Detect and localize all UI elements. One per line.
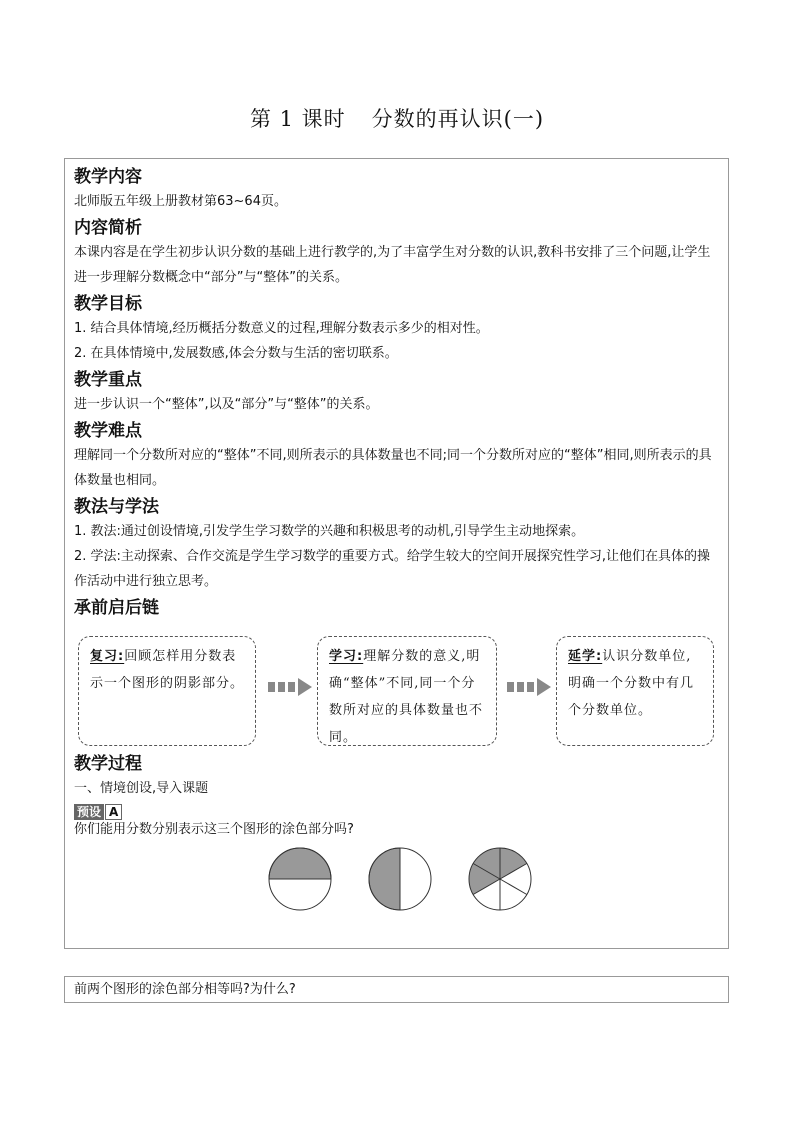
learn-box [317, 636, 497, 746]
extend-text: 认识分数单位,明确一个分数中有几个分数单位。 [568, 649, 695, 718]
badge-letter: A [105, 804, 122, 820]
summary-heading: 内容简析 [74, 218, 142, 238]
goal-item: 1. 结合具体情境,经历概括分数意义的过程,理解分数表示多少的相对性。 [74, 321, 489, 336]
learn-text: 理解分数的意义,明确“整体”不同,同一个分数所对应的具体数量也不同。 [329, 649, 484, 745]
circle-half-top-figure [265, 844, 335, 914]
extend-box [556, 636, 714, 746]
content-heading: 教学内容 [74, 167, 142, 187]
arrow-right-icon [507, 678, 553, 696]
method-item: 2. 学法:主动探索、合作交流是学生学习数学的重要方式。给学生较大的空间开展探究性学习,让他们在具体的操作活动中进行独立思考。 [74, 549, 711, 589]
circle-half-left-figure [365, 844, 435, 914]
preset-badge [74, 804, 122, 820]
fraction-figures [74, 844, 719, 914]
key-text: 进一步认识一个“整体”,以及“部分”与“整体”的关系。 [74, 397, 379, 412]
chain-heading: 承前启后链 [74, 598, 159, 618]
title-lesson: 第 1 课时 [249, 107, 346, 131]
lesson-plan-table [64, 158, 729, 949]
summary-text: 本课内容是在学生初步认识分数的基础上进行教学的,为了丰富学生对分数的认识,教科书安排了三个问题,让学生进一步理解分数概念中“部分”与“整体”的关系。 [74, 245, 711, 285]
content-text: 北师版五年级上册教材第63~64页。 [74, 194, 287, 209]
followup-question: 前两个图形的涂色部分相等吗?为什么? [74, 982, 296, 997]
title-topic: 分数的再认识(一) [371, 107, 545, 131]
method-item: 1. 教法:通过创设情境,引发学生学习数学的兴趣和积极思考的动机,引导学生主动地探索。 [74, 524, 585, 539]
extend-label: 延学: [568, 649, 603, 664]
learn-label: 学习: [329, 649, 364, 664]
difficulty-text: 理解同一个分数所对应的“整体”不同,则所表示的具体数量也不同;同一个分数所对应的“整体”相同,则所表示的具体数量也相同。 [74, 448, 712, 488]
circle-sixths-figure [465, 844, 535, 914]
review-label: 复习: [90, 649, 125, 664]
key-heading: 教学重点 [74, 370, 142, 390]
process-step: 一、情境创设,导入课题 [74, 781, 209, 796]
page-title [0, 103, 794, 133]
goal-item: 2. 在具体情境中,发展数感,体会分数与生活的密切联系。 [74, 346, 398, 361]
arrow-right-icon [268, 678, 314, 696]
goals-heading: 教学目标 [74, 294, 142, 314]
review-box [78, 636, 256, 746]
process-question: 你们能用分数分别表示这三个图形的涂色部分吗? [74, 822, 354, 837]
learning-chain [74, 626, 719, 750]
methods-heading: 教法与学法 [74, 497, 159, 517]
review-text: 回顾怎样用分数表示一个图形的阴影部分。 [90, 649, 245, 691]
difficulty-heading: 教学难点 [74, 421, 142, 441]
process-heading: 教学过程 [74, 754, 142, 774]
followup-box [64, 976, 729, 1003]
badge-main: 预设 [74, 804, 104, 820]
